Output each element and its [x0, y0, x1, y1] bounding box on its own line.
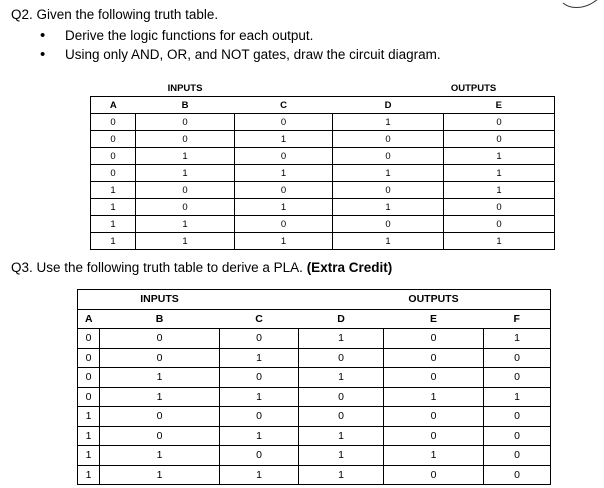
table-row: 1 0 1 1 0: [91, 199, 555, 216]
q3-outputs-label: OUTPUTS: [384, 290, 484, 310]
table-row: 1 1 1 1 1: [91, 233, 555, 250]
table-row: 0 1 1 1 1: [91, 165, 555, 182]
q3-header-f: F: [484, 309, 551, 329]
q2-inputs-label: INPUTS: [167, 82, 203, 94]
q2-bullet-2: • Using only AND, OR, and NOT gates, draw the circuit diagram.: [40, 45, 441, 64]
q3-header-c: C: [220, 309, 299, 329]
table-row: 0 1 0 0 1: [91, 148, 555, 165]
table-row: 1 1 0 1 1 0: [78, 446, 551, 466]
q3-title-text: Q3. Use the following truth table to derive a PLA.: [11, 260, 303, 275]
q3-extra-credit: (Extra Credit): [306, 260, 393, 275]
table-row: 0 0 1 0 0 0: [78, 348, 551, 368]
q2-header-d: D: [333, 97, 444, 114]
q2-bullet-1: • Derive the logic functions for each output.: [40, 26, 441, 45]
table-row: 0 1 1 0 1 1: [78, 387, 551, 407]
table-row: 1 1 1 1 0 0: [78, 465, 551, 485]
q3-inputs-label: INPUTS: [100, 290, 220, 310]
q3-header-d: D: [299, 309, 384, 329]
q2-instructions: [40, 26, 441, 64]
q3-truth-table: [77, 289, 551, 485]
table-row: 0 1 0 1 0 0: [78, 368, 551, 388]
table-row: 0 0 1 0 0: [91, 131, 555, 148]
q3-title: [11, 260, 392, 275]
table-row: 1 0 1 1 0 0: [78, 426, 551, 446]
table-row: 0 0 0 1 0 1: [78, 329, 551, 349]
corner-scribble-mark: [562, 0, 604, 10]
table-row: 1 0 0 0 1: [91, 182, 555, 199]
q2-header-a: A: [91, 97, 136, 114]
q2-header-c: C: [235, 97, 333, 114]
table-row: 1 1 0 0 0: [91, 216, 555, 233]
table-row: 1 0 0 0 0 0: [78, 407, 551, 427]
q3-header-a: A: [78, 309, 100, 329]
table-row: 0 0 0 1 0: [91, 114, 555, 131]
q2-truth-table: [90, 80, 555, 250]
q2-title: Q2. Given the following truth table.: [11, 7, 219, 22]
q3-header-b: B: [100, 309, 220, 329]
q2-header-b: B: [136, 97, 235, 114]
q3-header-e: E: [384, 309, 484, 329]
q2-outputs-label: OUTPUTS: [450, 82, 497, 94]
q2-header-e: E: [444, 97, 555, 114]
